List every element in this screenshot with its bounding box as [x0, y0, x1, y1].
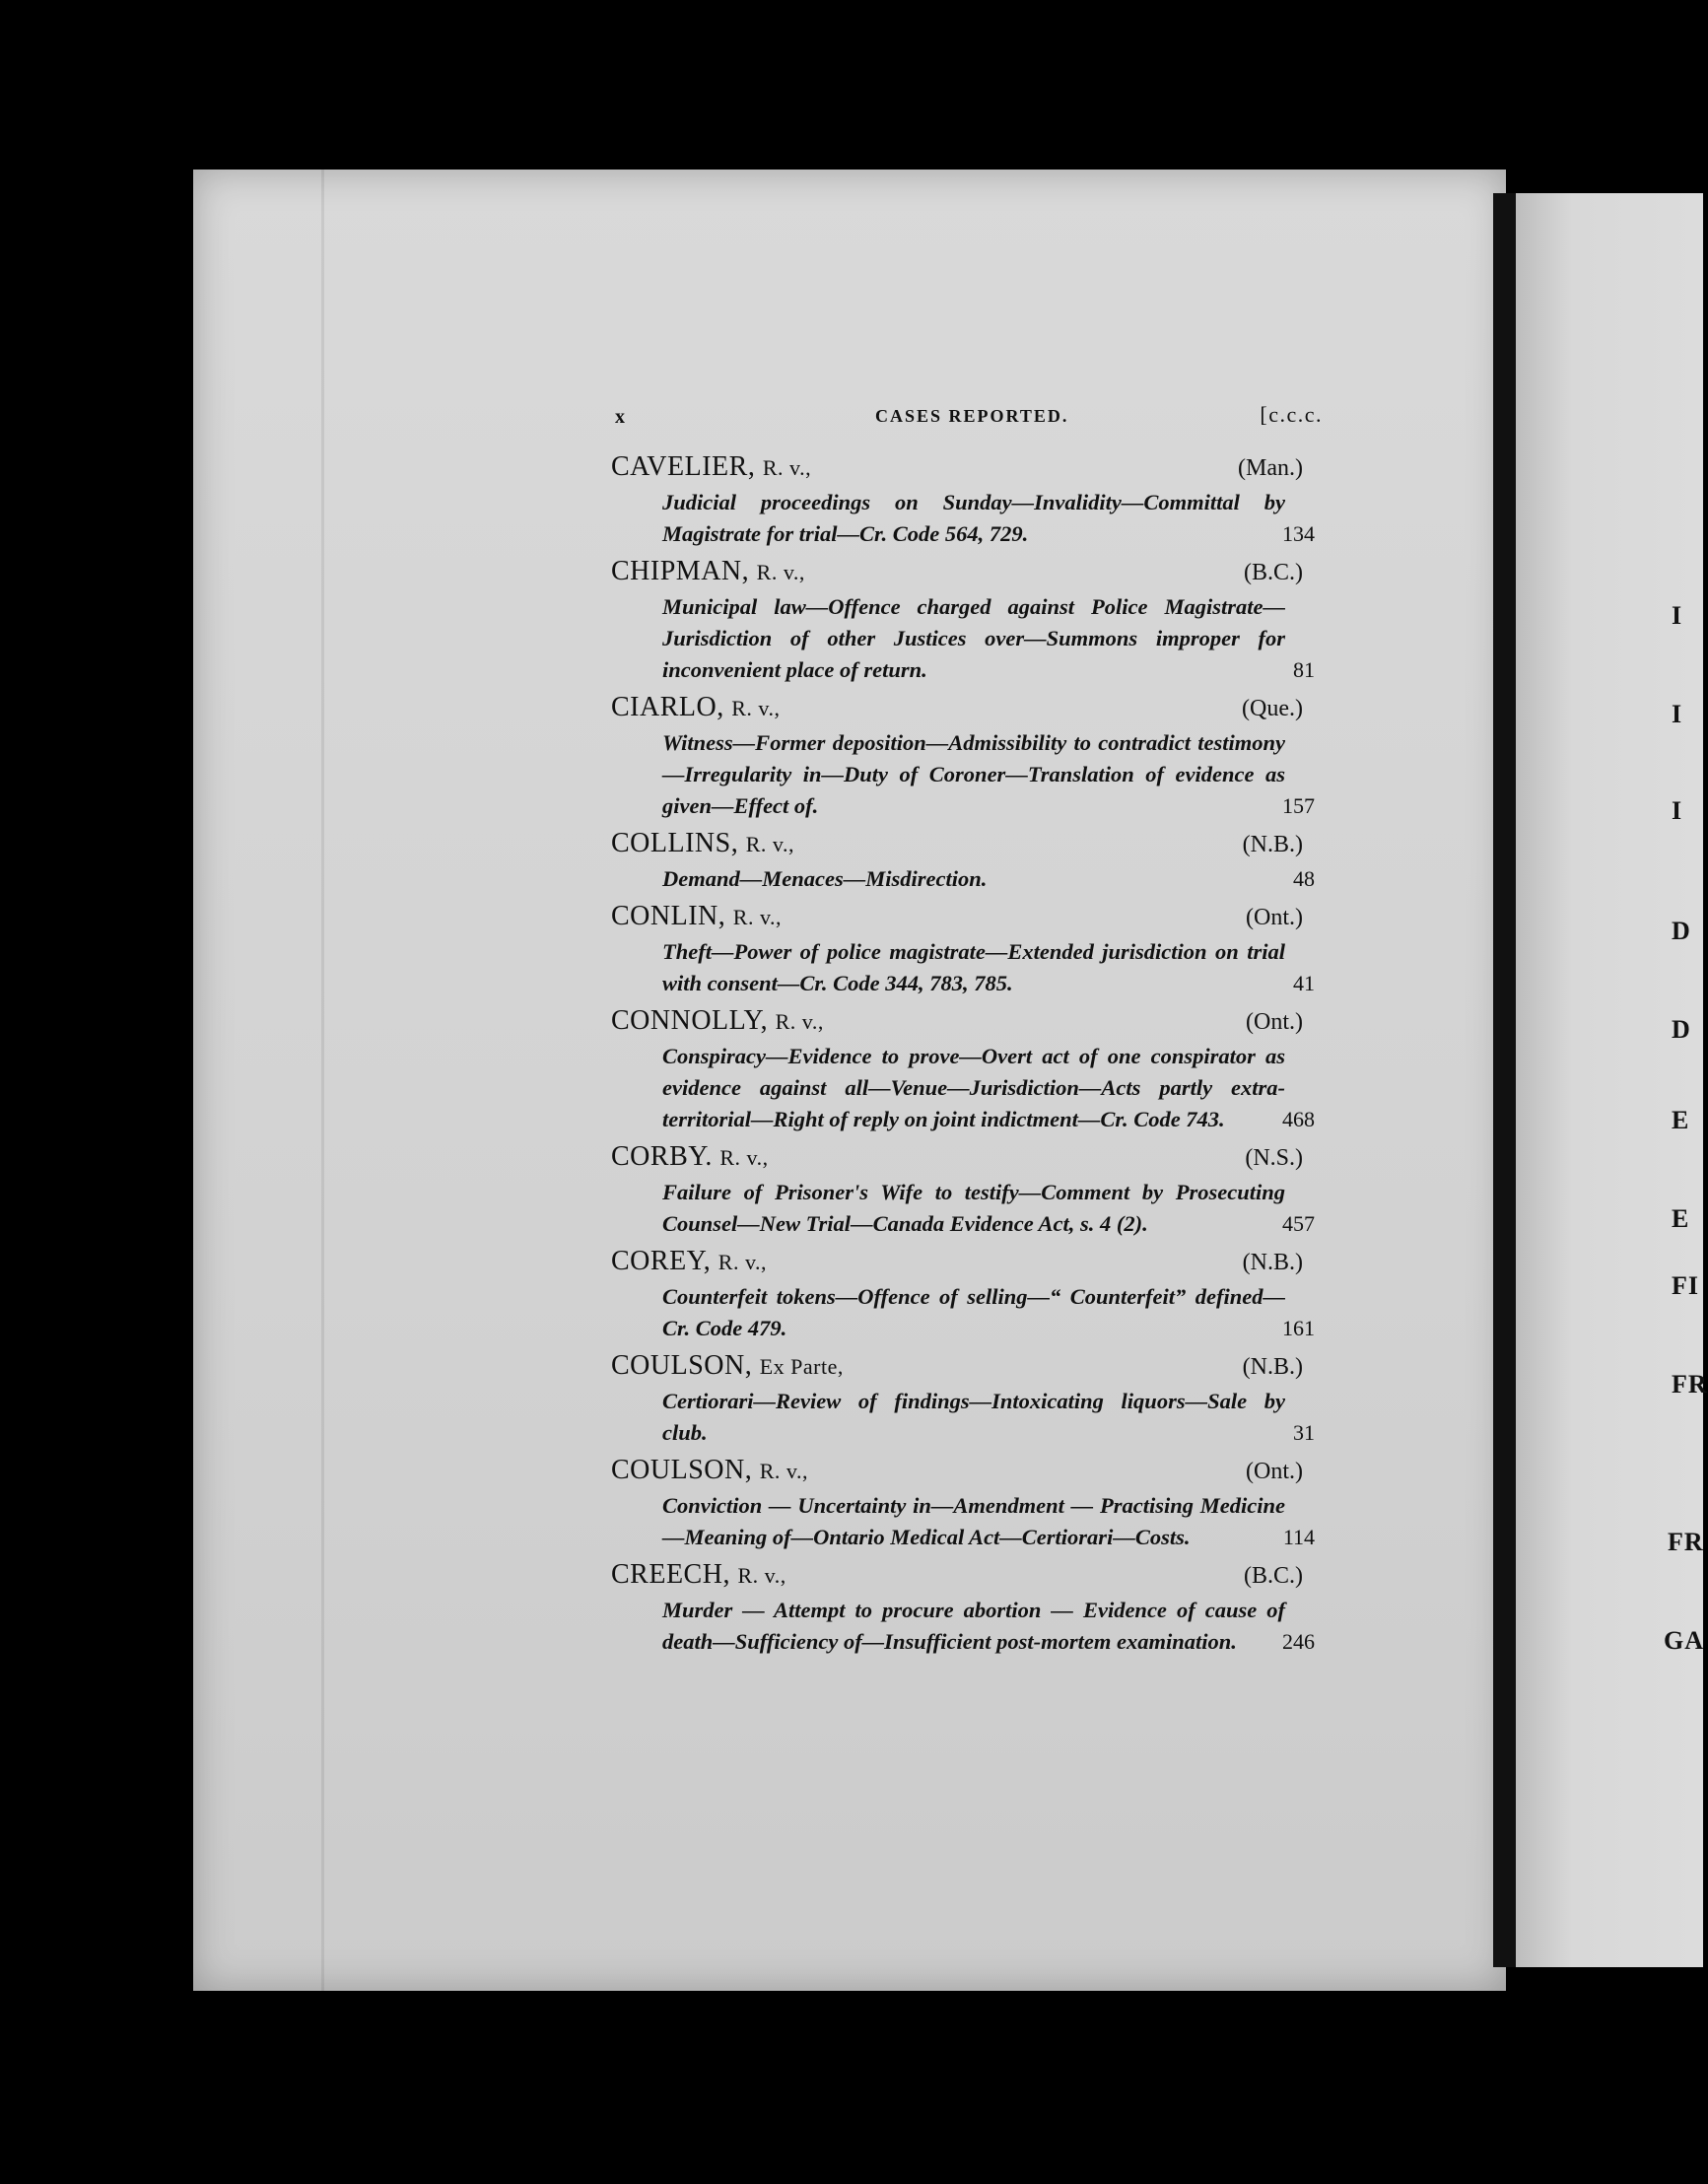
case-summary: Municipal law—Offence charged against Police Magistrate—Jurisdiction of other Justices over—Summons improper for inconvenient place of return. 81 — [662, 591, 1285, 686]
case-entry — [611, 1141, 1321, 1240]
case-jurisdiction: (N.B.) — [1242, 1250, 1303, 1275]
case-party: R. v., — [762, 455, 812, 480]
case-heading — [611, 901, 1321, 936]
page-number: 81 — [1293, 657, 1315, 682]
case-name: CONLIN, R. v., — [611, 901, 783, 931]
case-jurisdiction: (Ont.) — [1246, 1009, 1303, 1035]
case-party: R. v., — [759, 1459, 808, 1483]
case-summary: Murder — Attempt to procure abortion — Evidence of cause of death—Sufficiency of—Insufficient post-mortem examination. 246 — [662, 1595, 1285, 1658]
case-heading — [611, 451, 1321, 487]
page-number: 114 — [1282, 1525, 1315, 1549]
facing-letter: FI — [1672, 1271, 1699, 1300]
case-jurisdiction: (Que.) — [1242, 696, 1303, 721]
facing-letter: FR — [1668, 1528, 1704, 1556]
page-number: 31 — [1293, 1420, 1315, 1445]
case-party: R. v., — [717, 1250, 768, 1274]
case-name: CHIPMAN, R. v., — [611, 556, 805, 586]
case-name: CREECH, R. v., — [611, 1559, 786, 1590]
case-party: R. v., — [756, 560, 805, 584]
case-entry — [611, 451, 1321, 550]
case-party: R. v., — [719, 1145, 769, 1170]
entry-list — [611, 451, 1321, 1658]
case-heading — [611, 1005, 1321, 1041]
case-entry — [611, 1246, 1321, 1344]
case-entry — [611, 901, 1321, 999]
cases-index — [611, 402, 1323, 1658]
facing-letter: I — [1672, 796, 1683, 825]
page-folio: x — [615, 406, 627, 428]
case-heading — [611, 692, 1321, 727]
facing-letter: D — [1672, 917, 1691, 945]
case-party: R. v., — [731, 696, 781, 720]
page-number: 48 — [1293, 866, 1315, 891]
case-name: CORBY. R. v., — [611, 1141, 769, 1172]
case-heading — [611, 1559, 1321, 1595]
case-jurisdiction: (N.B.) — [1242, 1354, 1303, 1380]
facing-letter: I — [1672, 601, 1683, 630]
page-number: 246 — [1282, 1629, 1315, 1654]
case-party: Ex Parte, — [759, 1354, 844, 1379]
case-summary: Judicial proceedings on Sunday—Invalidity—Committal by Magistrate for trial—Cr. Code 564, 729. 134 — [662, 487, 1285, 550]
case-heading — [611, 556, 1321, 591]
case-party: R. v., — [737, 1563, 786, 1588]
page-number: 157 — [1282, 793, 1315, 818]
page-number: 134 — [1282, 521, 1315, 546]
case-heading — [611, 1141, 1321, 1177]
case-name: CONNOLLY, R. v., — [611, 1005, 824, 1036]
case-entry — [611, 1455, 1321, 1553]
facing-letter: E — [1672, 1204, 1690, 1233]
case-jurisdiction: (N.S.) — [1245, 1145, 1303, 1171]
case-entry — [611, 1559, 1321, 1658]
case-jurisdiction: (B.C.) — [1244, 1563, 1303, 1589]
case-jurisdiction: (N.B.) — [1242, 832, 1303, 857]
page-title: CASES REPORTED. — [875, 406, 1069, 426]
case-summary: Conviction — Uncertainty in—Amendment — Practising Medicine—Meaning of—Ontario Medical Act—Certiorari—Costs. 114 — [662, 1490, 1285, 1553]
page-number: 161 — [1282, 1316, 1315, 1340]
case-heading — [611, 1455, 1321, 1490]
case-summary: Witness—Former deposition—Admissibility to contradict testimony—Irregularity in—Duty of Coroner—Translation of evidence as given—Effect of. 157 — [662, 727, 1285, 822]
case-summary: Theft—Power of police magistrate—Extended jurisdiction on trial with consent—Cr. Code 344, 783, 785. 41 — [662, 936, 1285, 999]
facing-letter: D — [1672, 1015, 1691, 1044]
case-heading — [611, 1246, 1321, 1281]
case-name: CIARLO, R. v., — [611, 692, 781, 722]
case-name: COULSON, R. v., — [611, 1455, 808, 1485]
case-jurisdiction: (Man.) — [1238, 455, 1303, 481]
page-number: 468 — [1282, 1107, 1315, 1131]
page-number: 457 — [1282, 1211, 1315, 1236]
case-party: R. v., — [745, 832, 794, 856]
case-heading — [611, 1350, 1321, 1386]
page-number: 41 — [1293, 971, 1315, 995]
facing-letter: GA — [1664, 1626, 1704, 1655]
case-entry — [611, 1005, 1321, 1135]
case-entry — [611, 828, 1321, 895]
facing-letter: I — [1672, 700, 1683, 728]
case-summary: Certiorari—Review of findings—Intoxicating liquors—Sale by club. 31 — [662, 1386, 1285, 1449]
case-entry — [611, 1350, 1321, 1449]
case-name: COLLINS, R. v., — [611, 828, 794, 858]
case-summary: Failure of Prisoner's Wife to testify—Comment by Prosecuting Counsel—New Trial—Canada Evidence Act, s. 4 (2). 457 — [662, 1177, 1285, 1240]
facing-letter: FR — [1672, 1370, 1708, 1399]
case-name: COULSON, Ex Parte, — [611, 1350, 844, 1381]
case-summary: Conspiracy—Evidence to prove—Overt act of one conspirator as evidence against all—Venue—Jurisdiction—Acts partly extra-territorial—Right of reply on joint indictment—Cr. Code 743. 468 — [662, 1041, 1285, 1135]
running-head — [611, 402, 1323, 445]
case-jurisdiction: (Ont.) — [1246, 1459, 1303, 1484]
case-name: CAVELIER, R. v., — [611, 451, 812, 482]
case-party: R. v., — [732, 905, 783, 929]
volume-reference: [c.c.c. — [1260, 402, 1323, 427]
case-entry — [611, 692, 1321, 822]
facing-letter: E — [1672, 1106, 1690, 1134]
case-jurisdiction: (Ont.) — [1246, 905, 1303, 930]
case-party: R. v., — [775, 1009, 824, 1034]
case-jurisdiction: (B.C.) — [1244, 560, 1303, 585]
case-heading — [611, 828, 1321, 863]
case-entry — [611, 556, 1321, 686]
right-page-edge — [1516, 193, 1703, 1967]
case-name: COREY, R. v., — [611, 1246, 768, 1276]
case-summary: Demand—Menaces—Misdirection. 48 — [662, 863, 1285, 895]
case-summary: Counterfeit tokens—Offence of selling—“ Counterfeit” defined—Cr. Code 479. 161 — [662, 1281, 1285, 1344]
book-gutter — [1493, 193, 1517, 1967]
